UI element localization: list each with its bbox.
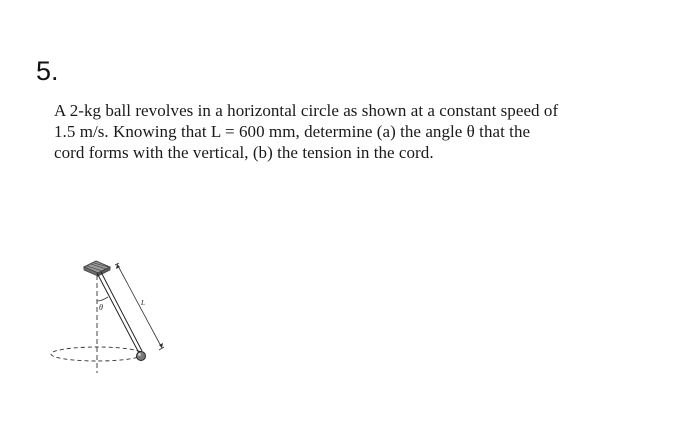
problem-number: 5.: [36, 56, 59, 86]
length-label: L: [141, 299, 145, 307]
conical-pendulum-figure: [46, 255, 186, 375]
problem-text-line-2: 1.5 m/s. Knowing that L = 600 mm, determine (a) the angle θ that the: [54, 122, 531, 141]
ball: [137, 352, 146, 361]
theta-label: θ: [99, 303, 103, 312]
length-dimension: [115, 263, 164, 350]
problem-text-line-1: A 2-kg ball revolves in a horizontal circle as shown at a constant speed of: [54, 101, 559, 120]
problem-statement: [54, 100, 654, 163]
problem-text-line-3: cord forms with the vertical, (b) the tension in the cord.: [54, 143, 434, 162]
cord: [97, 272, 142, 353]
pendulum-diagram: [46, 255, 186, 375]
theta-arc: [97, 297, 108, 301]
